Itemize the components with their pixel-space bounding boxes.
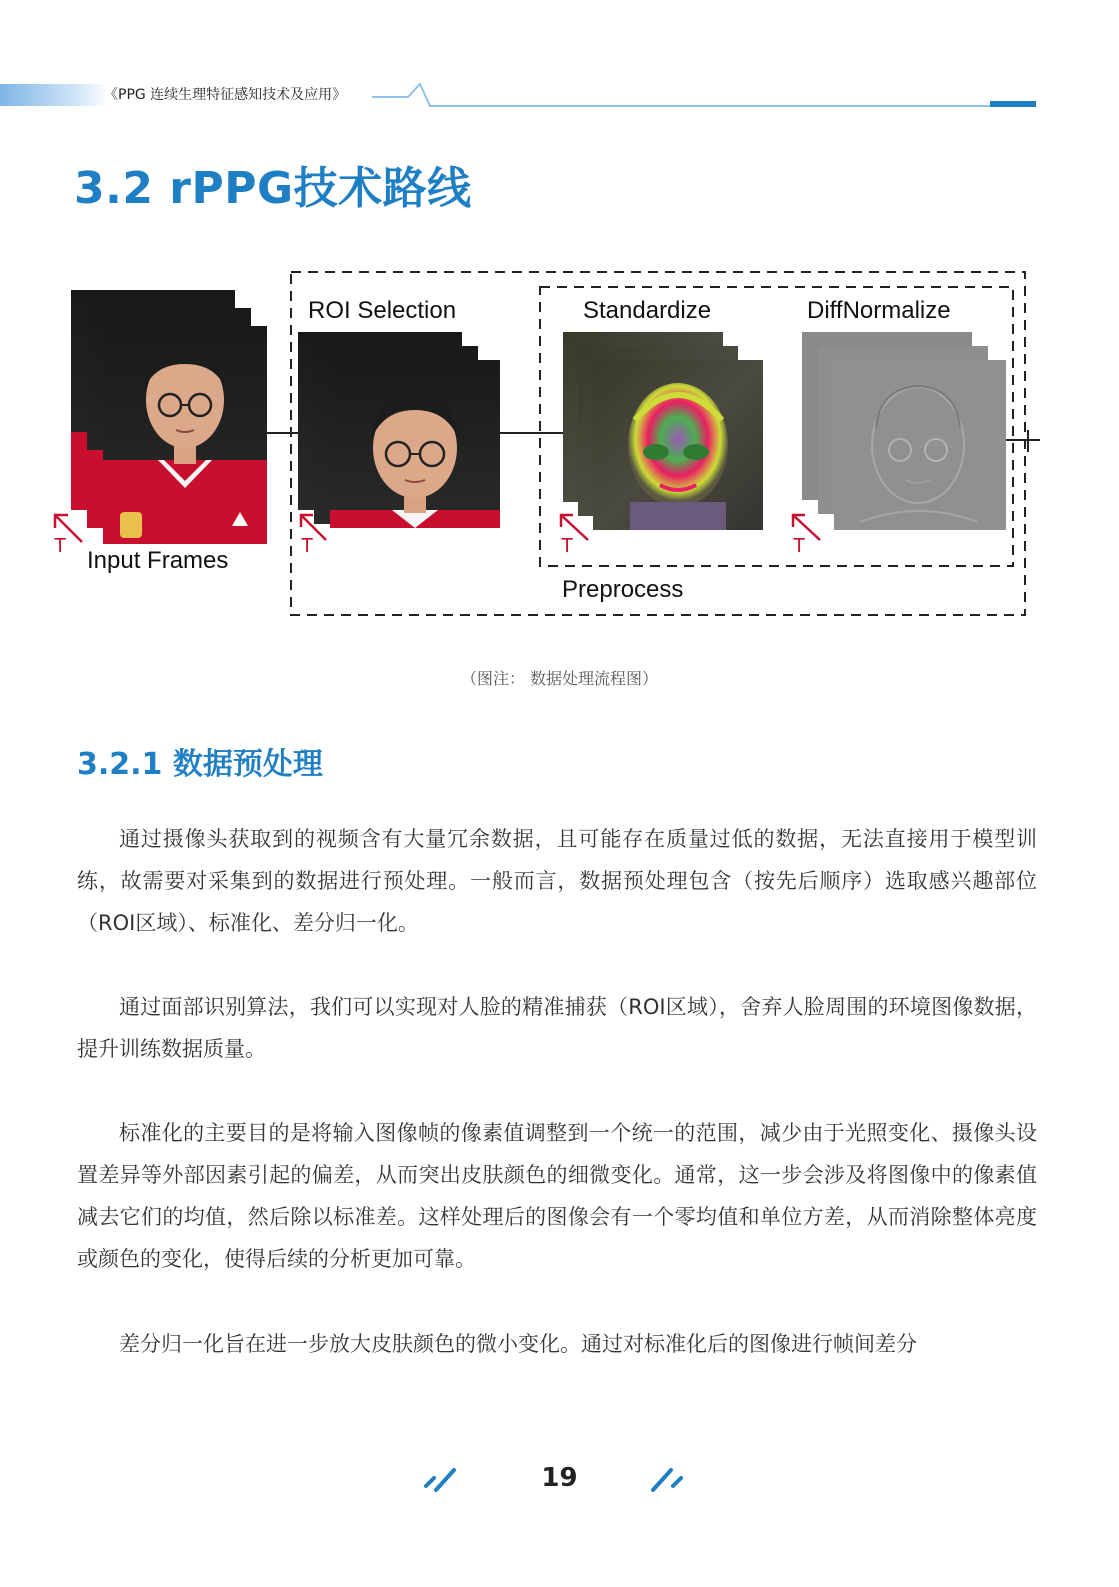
paragraph-intro: 通过摄像头获取到的视频含有大量冗余数据，且可能存在质量过低的数据，无法直接用于模型训练，故需要对采集到的数据进行预处理。一般而言，数据预处理包含（按先后顺序）选取感兴趣部位（ROI区域）、标准化、差分归一化。 <box>77 827 1037 935</box>
paragraph-roi: 通过面部识别算法，我们可以实现对人脸的精准捕获（ROI区域），舍弃人脸周围的环境图像数据，提升训练数据质量。 <box>77 995 1037 1061</box>
section-title: 3.2 rPPG技术路线 <box>74 163 472 214</box>
standardize-label: Standardize <box>583 297 712 324</box>
standardize-frames-stack <box>563 332 763 530</box>
diffnormalize-frames-stack <box>802 332 1006 530</box>
header-book-title: 《PPG 连续生理特征感知技术及应用》 <box>104 87 347 103</box>
paragraph-standardize: 标准化的主要目的是将输入图像帧的像素值调整到一个统一的范围，减少由于光照变化、摄像头设置差异等外部因素引起的偏差，从而突出皮肤颜色的细微变化。通常，这一步会涉及将图像中的像素值减去它们的均值，然后除以标准差。这样处理后的图像会有一个零均值和单位方差，从而消除整体亮度或颜色的变化，使得后续的分析更加可靠。 <box>77 1121 1037 1271</box>
preprocess-flow-figure <box>40 260 1080 630</box>
input-frames-stack <box>71 290 267 544</box>
input-time-label: T <box>54 535 67 557</box>
diffnormalize-label: DiffNormalize <box>807 297 951 324</box>
roi-selection-label: ROI Selection <box>308 297 457 324</box>
subsection-title: 3.2.1 数据预处理 <box>77 747 323 782</box>
roi-frames-stack <box>298 332 500 528</box>
preprocess-label: Preprocess <box>562 576 684 603</box>
input-frames-label: Input Frames <box>87 547 229 574</box>
footer-right-slash-icon <box>651 1466 685 1492</box>
figure-caption: （图注： 数据处理流程图） <box>460 669 659 688</box>
standardize-time-label: T <box>561 535 574 557</box>
page-number: 19 <box>541 1463 578 1493</box>
roi-time-label: T <box>301 535 314 557</box>
diffnormalize-time-label: T <box>793 535 806 557</box>
paragraph-diffnormalize: 差分归一化旨在进一步放大皮肤颜色的微小变化。通过对标准化后的图像进行帧间差分 <box>119 1332 917 1356</box>
